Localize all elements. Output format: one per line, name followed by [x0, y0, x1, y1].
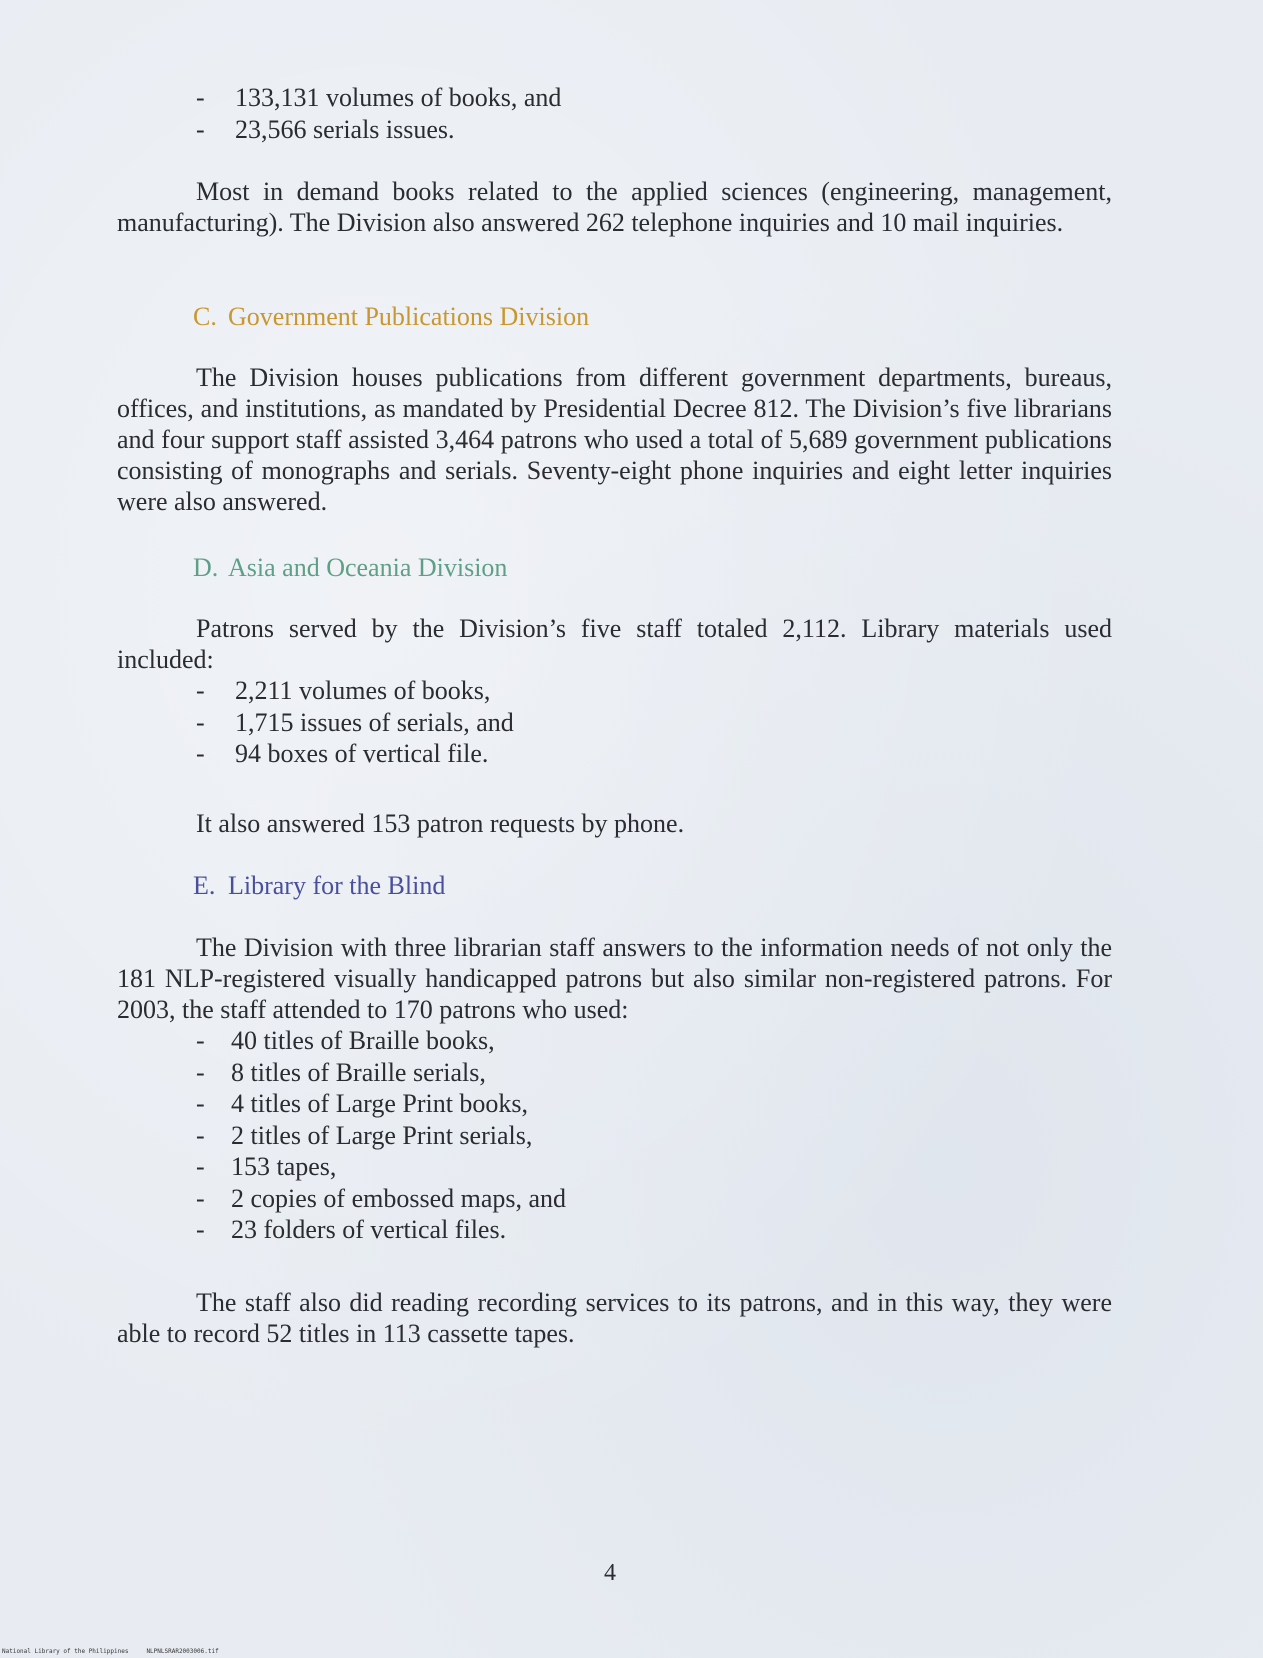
section-e-title: Library for the Blind	[228, 871, 446, 900]
section-d-body: Patrons served by the Division’s five staff totaled 2,112. Library materials used included:	[117, 614, 1112, 674]
section-c-title: Government Publications Division	[228, 302, 590, 331]
section-c-heading	[193, 301, 589, 332]
section-e-after-block	[117, 1287, 1112, 1349]
section-e-letter: E.	[193, 871, 216, 900]
scan-footer	[2, 1648, 219, 1655]
page-number: 4	[604, 1560, 616, 1586]
section-c-letter: C.	[193, 302, 217, 331]
section-c-body: The Division houses publications from different government departments, bureaus, offices, and institutions, as mandated by Presidential Decree 812. The Division’s five librarians and four support staff assisted 3,464 patrons who used a total of 5,689 government publications consisting of monographs and serials. Seventy-eight phone inquiries and eight letter inquiries were also answered.	[117, 363, 1112, 516]
section-d-list	[117, 675, 1112, 770]
section-d-body-block	[117, 613, 1112, 770]
section-e-heading	[193, 870, 445, 901]
list-item: - 23 folders of vertical files.	[196, 1215, 507, 1244]
list-item: - 23,566 serials issues.	[196, 114, 455, 144]
section-e-body: The Division with three librarian staff answers to the information needs of not only the 181 NLP-registered visually handicapped patrons but also similar non-registered patrons. For 2003, the staff attended to 170 patrons who used:	[117, 933, 1112, 1024]
applied-sciences-paragraph-block	[117, 176, 1112, 238]
section-d-after: It also answered 153 patron requests by phone.	[196, 809, 685, 838]
section-e-list	[117, 1025, 1112, 1246]
list-item: - 2 titles of Large Print serials,	[196, 1120, 533, 1150]
section-d-letter: D.	[193, 553, 219, 582]
section-d-heading	[193, 552, 507, 583]
top-list	[117, 82, 1112, 145]
list-item: - 133,131 volumes of books, and	[196, 83, 562, 112]
list-item: - 8 titles of Braille serials,	[196, 1057, 486, 1087]
top-list-block	[117, 82, 1112, 145]
list-item: - 2,211 volumes of books,	[196, 676, 491, 705]
section-e-after: The staff also did reading recording services to its patrons, and in this way, they were able to record 52 titles in 113 cassette tapes.	[117, 1288, 1112, 1348]
list-item: - 153 tapes,	[196, 1152, 337, 1181]
section-d-after-block	[117, 808, 1112, 839]
section-d-title: Asia and Oceania Division	[228, 553, 508, 582]
list-item: - 4 titles of Large Print books,	[196, 1089, 529, 1118]
section-e-body-block	[117, 932, 1112, 1246]
list-item: - 94 boxes of vertical file.	[196, 739, 489, 768]
section-c-body-block	[117, 362, 1112, 517]
list-item: - 40 titles of Braille books,	[196, 1026, 495, 1055]
applied-sciences-paragraph: Most in demand books related to the applied sciences (engineering, management, manufacturing). The Division also answered 262 telephone inquiries and 10 mail inquiries.	[117, 177, 1112, 237]
footer-source: National Library of the Philippines	[2, 1648, 129, 1655]
list-item: - 1,715 issues of serials, and	[196, 707, 514, 737]
list-item: - 2 copies of embossed maps, and	[196, 1183, 567, 1213]
footer-filename: NLPNLSRAR2003006.tif	[146, 1648, 219, 1655]
